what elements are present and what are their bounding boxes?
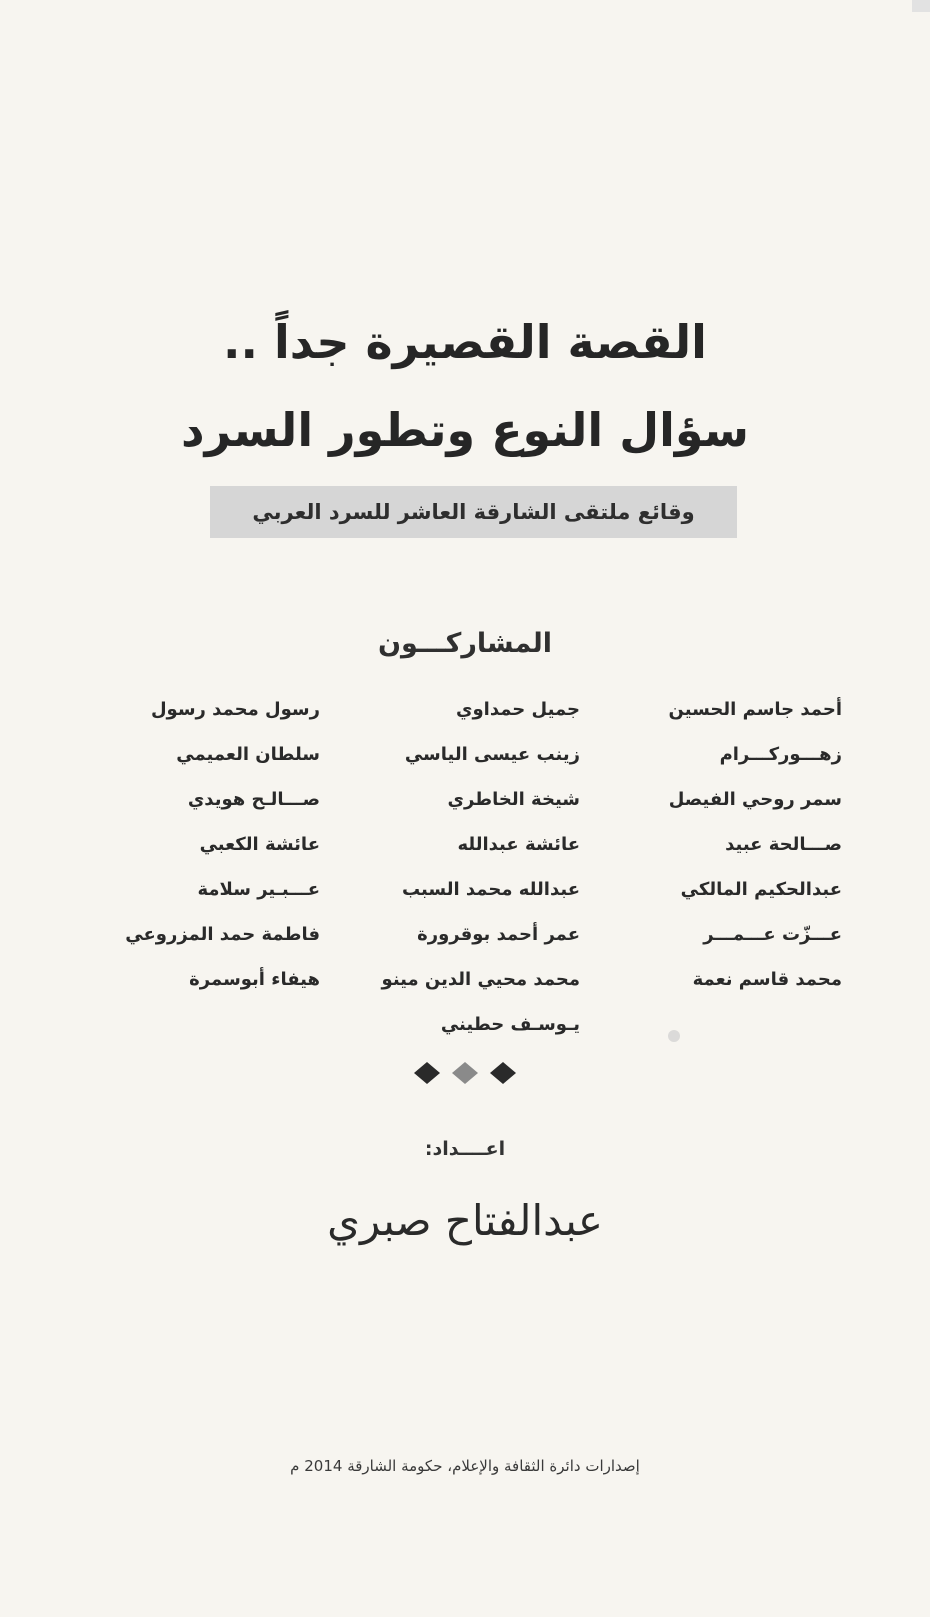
participant-name: عمر أحمد بوقرورة — [417, 924, 580, 945]
participant-name: هيفاء أبوسمرة — [189, 969, 320, 990]
participant-name: سلطان العميمي — [176, 744, 320, 765]
participant-name: عـــزّت عـــمـــر — [703, 924, 842, 945]
corner-mark — [912, 0, 930, 12]
participant-name: محمد قاسم نعمة — [692, 969, 842, 990]
prepared-by-label: اعــــداد: — [424, 1138, 506, 1160]
participant-name: صـــالـح هويدي — [187, 789, 320, 810]
participant-name: سمر روحي الفيصل — [668, 789, 842, 810]
participant-name: يـوسـف حطيني — [440, 1014, 580, 1035]
participant-name: زهـــوركـــرام — [719, 744, 842, 765]
diamond-icon — [414, 1062, 440, 1084]
participant-name: محمد محيي الدين مينو — [381, 969, 580, 990]
participants-column-3 — [80, 687, 320, 1002]
participant-name: عـــبـير سلامة — [197, 879, 320, 900]
participant-name: جميل حمداوي — [455, 699, 580, 720]
participant-name: عبدالله محمد السبب — [402, 879, 580, 900]
participant-name: عبدالحكيم المالكي — [680, 879, 842, 900]
diamond-icon — [490, 1062, 516, 1084]
participants-heading: المشاركـــون — [377, 628, 552, 659]
title-line-2: سؤال النوع وتطور السرد — [181, 403, 749, 457]
diamond-ornament — [412, 1060, 518, 1086]
subtitle-band — [210, 486, 737, 538]
participant-name: شيخة الخاطري — [447, 789, 580, 810]
participant-name: صـــالحة عبيد — [725, 834, 842, 855]
diamond-icon — [452, 1062, 478, 1084]
author-name: عبدالفتاح صبري — [327, 1196, 603, 1245]
participant-name: أحمد جاسم الحسين — [668, 699, 842, 720]
subtitle: وقائع ملتقى الشارقة العاشر للسرد العربي — [252, 500, 695, 524]
participant-name: فاطمة حمد المزروعي — [125, 924, 320, 945]
title-line-1: القصة القصيرة جداً .. — [223, 315, 707, 369]
participant-name: رسول محمد رسول — [150, 699, 320, 720]
participant-name: عائشة الكعبي — [199, 834, 320, 855]
publisher-footer: إصدارات دائرة الثقافة والإعلام، حكومة الشارقة 2014 م — [290, 1457, 640, 1475]
participants-column-2 — [340, 687, 580, 1047]
participant-name: زينب عيسى الياسي — [404, 744, 580, 765]
paper-speck — [668, 1030, 680, 1042]
participant-name: عائشة عبدالله — [457, 834, 580, 855]
participants-column-1 — [602, 687, 842, 1002]
